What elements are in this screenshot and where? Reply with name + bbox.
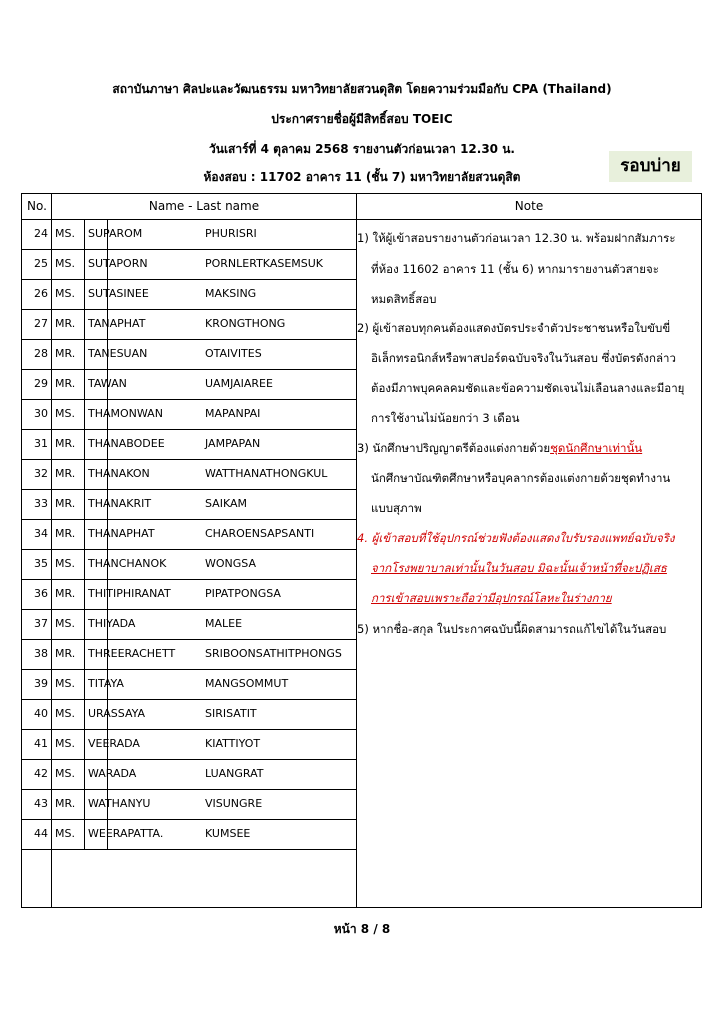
row-last-name: SAIKAM	[205, 497, 247, 510]
row-title: MR.	[55, 527, 76, 540]
row-last-name: KUMSEE	[205, 827, 251, 840]
col-no-header: No.	[27, 199, 47, 213]
table-row	[22, 489, 356, 519]
exam-room: ห้องสอบ : 11702 อาคาร 11 (ชั้น 7) มหาวิทยาลัยสวนดุสิต	[203, 170, 521, 184]
table-row	[22, 609, 356, 639]
row-title: MS.	[55, 767, 75, 780]
row-title: MS.	[55, 617, 75, 630]
note-3-line-3: แบบสุภาพ	[371, 501, 422, 515]
note-3-emphasis: ชุดนักศึกษาเท่านั้น	[550, 441, 643, 455]
row-number: 43	[34, 797, 48, 810]
row-number: 25	[34, 257, 48, 270]
exam-date: วันเสาร์ที่ 4 ตุลาคม 2568 รายงานตัวก่อนเวลา 12.30 น.	[209, 142, 515, 156]
row-title: MR.	[55, 377, 76, 390]
row-number: 35	[34, 557, 48, 570]
row-first-name: TAWAN	[88, 377, 127, 390]
row-first-name: TANAPHAT	[88, 317, 146, 330]
row-number: 33	[34, 497, 48, 510]
row-number: 34	[34, 527, 48, 540]
row-number: 26	[34, 287, 48, 300]
row-last-name: CHAROENSAPSANTI	[205, 527, 315, 540]
column-divider	[84, 219, 85, 849]
row-title: MS.	[55, 557, 75, 570]
row-first-name: URASSAYA	[88, 707, 146, 720]
note-1-line-1: 1) ให้ผู้เข้าสอบรายงานตัวก่อนเวลา 12.30 น. พร้อมฝากสัมภาระ	[357, 231, 676, 245]
note-3-line-2: นักศึกษาบัณฑิตศึกษาหรือบุคลากรต้องแต่งกายด้วยชุดทำงาน	[371, 471, 671, 485]
row-first-name: SUPAROM	[88, 227, 143, 240]
row-last-name: MANGSOMMUT	[205, 677, 289, 690]
note-3-text: 3) นักศึกษาปริญญาตรีต้องแต่งกายด้วย	[357, 441, 551, 455]
table-row	[22, 429, 356, 459]
table-row	[22, 339, 356, 369]
row-number: 29	[34, 377, 48, 390]
row-first-name: THIYADA	[88, 617, 136, 630]
table-row	[22, 459, 356, 489]
table-row	[22, 819, 356, 849]
table-row	[22, 219, 356, 249]
row-title: MS.	[55, 737, 75, 750]
table-row	[22, 579, 356, 609]
note-2-line-1: 2) ผู้เข้าสอบทุกคนต้องแสดงบัตรประจำตัวประชาชนหรือใบขับขี่	[357, 321, 671, 335]
row-last-name: SIRISATIT	[205, 707, 257, 720]
row-number: 41	[34, 737, 48, 750]
row-title: MR.	[55, 797, 76, 810]
column-divider	[107, 219, 108, 849]
note-2-line-2: อิเล็กทรอนิกส์หรือพาสปอร์ตฉบับจริงในวันสอบ ซึ่งบัตรดังกล่าว	[371, 351, 676, 365]
row-title: MS.	[55, 227, 75, 240]
table-row	[22, 729, 356, 759]
row-first-name: SUTASINEE	[88, 287, 149, 300]
table-row	[22, 249, 356, 279]
row-first-name: THAMONWAN	[88, 407, 163, 420]
table-header	[22, 194, 701, 220]
row-last-name: VISUNGRE	[205, 797, 263, 810]
row-number: 40	[34, 707, 48, 720]
row-first-name: TITAYA	[88, 677, 124, 690]
table-row	[22, 669, 356, 699]
row-number: 37	[34, 617, 48, 630]
table-row	[22, 639, 356, 669]
row-number: 30	[34, 407, 48, 420]
row-title: MR.	[55, 317, 76, 330]
row-number: 44	[34, 827, 48, 840]
row-number: 38	[34, 647, 48, 660]
session-badge: รอบบ่าย	[609, 151, 692, 182]
row-last-name: WONGSA	[205, 557, 256, 570]
note-2-line-3: ต้องมีภาพบุคคลคมชัดและข้อความชัดเจนไม่เลือนลางและมีอายุ	[371, 381, 685, 395]
row-first-name: THANAKRIT	[88, 497, 152, 510]
row-first-name: WEERAPATTA.	[88, 827, 164, 840]
row-last-name: MAKSING	[205, 287, 257, 300]
row-number: 24	[34, 227, 48, 240]
table-row	[22, 519, 356, 549]
page-number: หน้า 8 / 8	[333, 922, 391, 936]
row-title: MR.	[55, 497, 76, 510]
row-title: MS.	[55, 257, 75, 270]
row-first-name: THANAPHAT	[88, 527, 155, 540]
row-number: 28	[34, 347, 48, 360]
row-first-name: THANCHANOK	[88, 557, 167, 570]
row-last-name: WATTHANATHONGKUL	[205, 467, 328, 480]
row-last-name: UAMJAIAREE	[205, 377, 273, 390]
note-4-line-2: จากโรงพยาบาลเท่านั้นในวันสอบ มิฉะนั้นเจ้าหน้าที่จะปฏิเสธ	[371, 561, 667, 575]
table-row	[22, 309, 356, 339]
announcement-title: ประกาศรายชื่อผู้มีสิทธิ์สอบ TOEIC	[271, 112, 453, 126]
row-first-name: SUTAPORN	[88, 257, 148, 270]
note-4-line-1: 4. ผู้เข้าสอบที่ใช้อุปกรณ์ช่วยฟังต้องแสดงใบรับรองแพทย์ฉบับจริง	[357, 531, 675, 545]
row-first-name: THITIPHIRANAT	[88, 587, 171, 600]
row-title: MS.	[55, 407, 75, 420]
row-title: MR.	[55, 467, 76, 480]
row-title: MS.	[55, 287, 75, 300]
row-divider	[22, 849, 356, 850]
row-last-name: OTAIVITES	[205, 347, 262, 360]
row-number: 39	[34, 677, 48, 690]
row-last-name: KRONGTHONG	[205, 317, 286, 330]
table-row	[22, 279, 356, 309]
row-title: MR.	[55, 587, 76, 600]
row-title: MR.	[55, 647, 76, 660]
row-last-name: JAMPAPAN	[205, 437, 261, 450]
col-name-header: Name - Last name	[148, 199, 260, 213]
table-row	[22, 399, 356, 429]
row-first-name: VEERADA	[88, 737, 140, 750]
row-last-name: MALEE	[205, 617, 243, 630]
note-2-line-4: การใช้งานไม่น้อยกว่า 3 เดือน	[371, 411, 520, 425]
table-row	[22, 789, 356, 819]
row-first-name: THREERACHETT	[88, 647, 176, 660]
row-title: MS.	[55, 677, 75, 690]
row-title: MS.	[55, 707, 75, 720]
row-title: MR.	[55, 347, 76, 360]
table-row	[22, 699, 356, 729]
row-last-name: PORNLERTKASEMSUK	[205, 257, 324, 270]
row-title: MR.	[55, 437, 76, 450]
row-number: 31	[34, 437, 48, 450]
row-number: 42	[34, 767, 48, 780]
note-3-line-1	[357, 440, 697, 458]
row-first-name: THANAKON	[88, 467, 150, 480]
row-title: MS.	[55, 827, 75, 840]
note-5-line-1: 5) หากชื่อ-สกุล ในประกาศฉบับนี้ผิดสามารถแก้ไขได้ในวันสอบ	[357, 622, 667, 636]
row-last-name: LUANGRAT	[205, 767, 264, 780]
row-first-name: TANESUAN	[88, 347, 148, 360]
table-row	[22, 759, 356, 789]
row-last-name: KIATTIYOT	[205, 737, 261, 750]
note-1-line-2: ที่ห้อง 11602 อาคาร 11 (ชั้น 6) หากมารายงานตัวสายจะ	[371, 262, 659, 276]
divider	[356, 194, 357, 907]
row-number: 32	[34, 467, 48, 480]
row-first-name: WARADA	[88, 767, 137, 780]
row-last-name: PHURISRI	[205, 227, 257, 240]
institute-title: สถาบันภาษา ศิลปะและวัฒนธรรม มหาวิทยาลัยสวนดุสิต โดยความร่วมมือกับ CPA (Thailand)	[112, 82, 612, 96]
row-first-name: THANABODEE	[88, 437, 165, 450]
col-note-header: Note	[514, 199, 544, 213]
note-1-line-3: หมดสิทธิ์สอบ	[371, 292, 437, 306]
row-number: 36	[34, 587, 48, 600]
row-number: 27	[34, 317, 48, 330]
table-row	[22, 369, 356, 399]
row-first-name: WATHANYU	[88, 797, 151, 810]
row-last-name: PIPATPONGSA	[205, 587, 281, 600]
note-4-line-3: การเข้าสอบเพราะถือว่ามีอุปกรณ์โลหะในร่างกาย	[371, 591, 612, 605]
row-last-name: SRIBOONSATHITPHONGS	[205, 647, 342, 660]
table-row	[22, 549, 356, 579]
row-last-name: MAPANPAI	[205, 407, 261, 420]
